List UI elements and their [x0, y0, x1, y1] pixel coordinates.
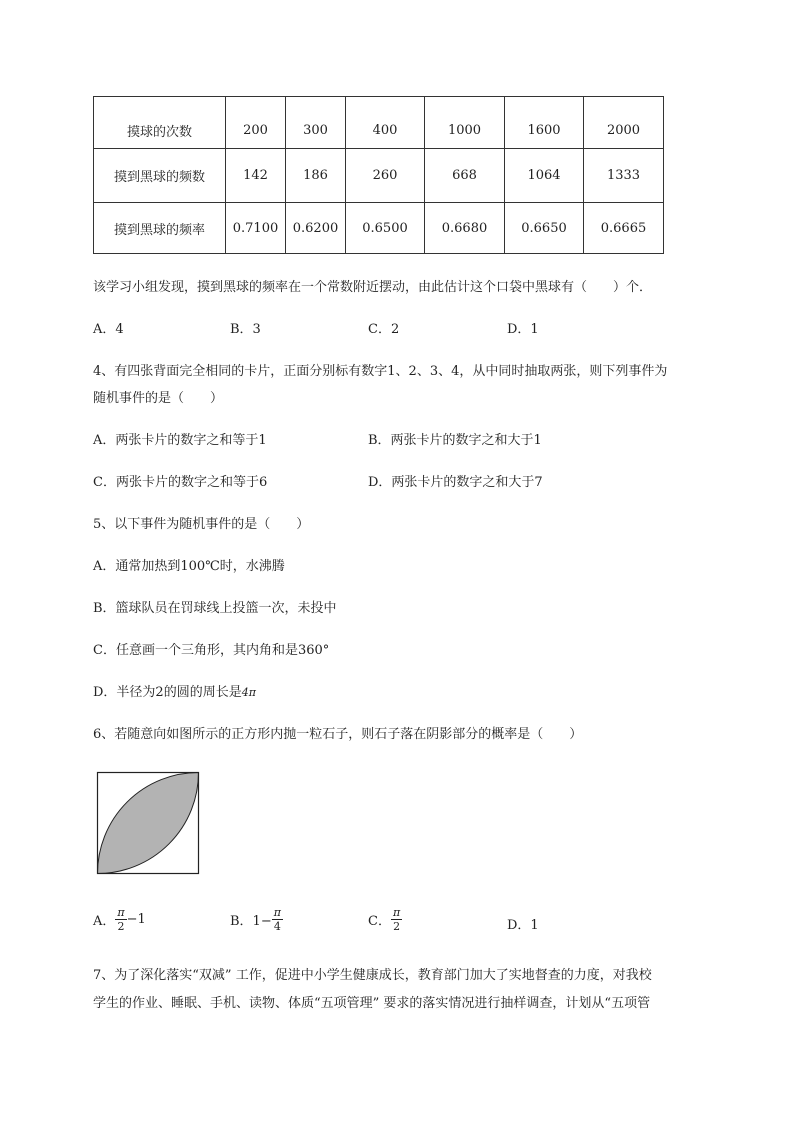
q3-text: 该学习小组发现，摸到黑球的频率在一个常数附近摆动，由此估计这个口袋中黑球有（ ）个． [93, 280, 653, 295]
table-cell: 1064 [505, 149, 584, 203]
table-cell: 142 [226, 149, 286, 203]
table-cell: 1333 [584, 149, 664, 203]
table-cell: 1600 [505, 97, 584, 149]
q6-option-c [368, 906, 402, 933]
fraction [272, 906, 283, 933]
table-cell: 300 [286, 97, 346, 149]
shaded-leaf-region [98, 773, 199, 874]
frequency-table [93, 96, 664, 254]
q3-option-d: D．1 [507, 322, 539, 337]
q3-option-b: B．3 [230, 322, 261, 337]
q6-text: 6、若随意向如图所示的正方形内抛一粒石子，则石子落在阴影部分的概率是（ ） [93, 727, 583, 742]
table-row [94, 149, 664, 203]
q5-option-d-formula: 4π [241, 686, 256, 699]
q6-option-b [230, 906, 283, 933]
q6-option-d: D．1 [507, 918, 539, 933]
fraction-denominator: 2 [117, 920, 125, 933]
table-cell: 260 [346, 149, 425, 203]
table-cell: 400 [346, 97, 425, 149]
q5-option-a: A．通常加热到100℃时，水沸腾 [93, 559, 285, 574]
q4-option-c: C．两张卡片的数字之和等于6 [93, 475, 268, 490]
q5-option-b: B．篮球队员在罚球线上投篮一次，未投中 [93, 601, 337, 616]
q3-option-c: C．2 [368, 322, 400, 337]
table-cell: 0.6500 [346, 203, 425, 254]
q5-option-d-text: D．半径为2的圆的周长是 [93, 685, 242, 700]
square-figure [96, 771, 200, 875]
q6-option-a-suffix: −1 [126, 912, 146, 927]
fraction-numerator: π [117, 906, 125, 919]
table-row [94, 97, 664, 149]
row-header: 摸球的次数 [94, 97, 226, 149]
q3-option-a: A．4 [93, 322, 124, 337]
q6-option-c-prefix: C． [368, 914, 391, 929]
fraction [391, 906, 402, 933]
q4-text-line2: 随机事件的是（ ） [93, 391, 224, 406]
q7-text-line2: 学生的作业、睡眠、手机、读物、体质“五项管理” 要求的落实情况进行抽样调查，计划从“五项管 [93, 996, 651, 1011]
q5-text: 5、以下事件为随机事件的是（ ） [93, 517, 310, 532]
table-cell: 0.6665 [584, 203, 664, 254]
q5-option-c: C．任意画一个三角形，其内角和是360° [93, 643, 330, 658]
q6-option-a-prefix: A． [93, 914, 116, 929]
q4-option-d: D．两张卡片的数字之和大于7 [368, 475, 543, 490]
q5-option-d [93, 681, 256, 700]
row-header: 摸到黑球的频数 [94, 149, 226, 203]
fraction-numerator: π [392, 906, 401, 919]
q4-option-b: B．两张卡片的数字之和大于1 [368, 433, 542, 448]
q6-option-a [93, 906, 146, 933]
table-row [94, 203, 664, 254]
table-cell: 668 [425, 149, 505, 203]
fraction-denominator: 4 [273, 920, 281, 933]
fraction-numerator: π [273, 906, 281, 919]
table-cell: 0.6680 [425, 203, 505, 254]
table-cell: 1000 [425, 97, 505, 149]
fraction [115, 906, 126, 933]
table-cell: 186 [286, 149, 346, 203]
q6-option-b-prefix: B．1− [230, 914, 272, 929]
table-cell: 0.6200 [286, 203, 346, 254]
table-cell: 0.7100 [226, 203, 286, 254]
q7-text-line1: 7、为了深化落实“双减” 工作，促进中小学生健康成长，教育部门加大了实地督查的力度，对我校 [93, 968, 652, 983]
fraction-denominator: 2 [393, 920, 401, 933]
table-cell: 0.6650 [505, 203, 584, 254]
q4-option-a: A．两张卡片的数字之和等于1 [93, 433, 267, 448]
row-header: 摸到黑球的频率 [94, 203, 226, 254]
table-cell: 200 [226, 97, 286, 149]
q4-text-line1: 4、有四张背面完全相同的卡片，正面分别标有数字1、2、3、4，从中同时抽取两张，则下列事件为 [93, 364, 668, 379]
table-cell: 2000 [584, 97, 664, 149]
